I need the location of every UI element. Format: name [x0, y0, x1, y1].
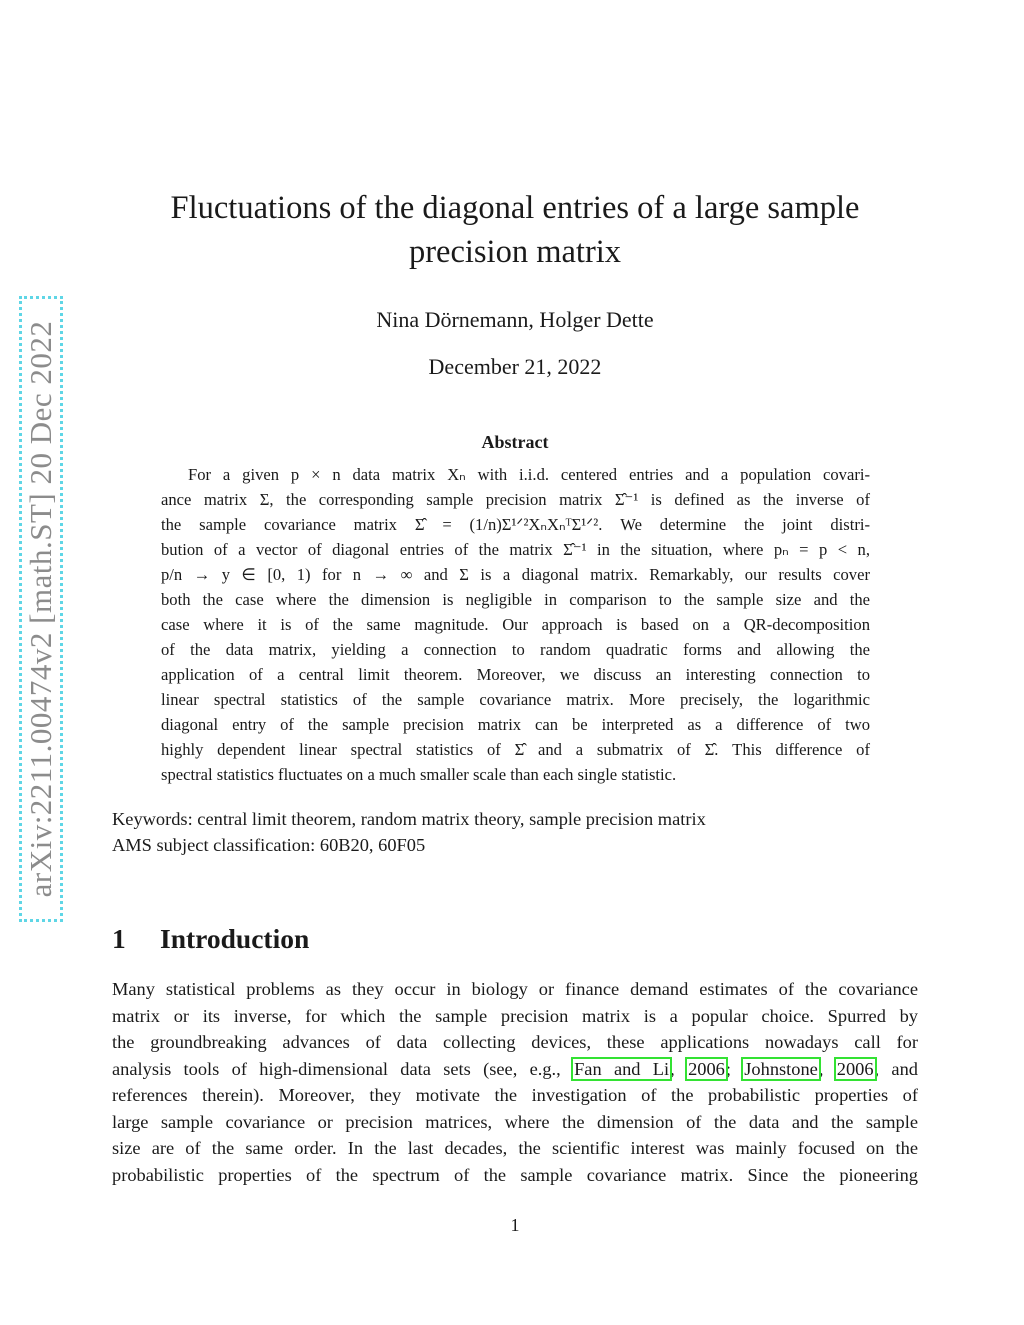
arxiv-identifier: arXiv:2211.00474v2 [math.ST] 20 Dec 2022 [23, 320, 58, 898]
abstract-line: linear spectral statistics of the sample covariance matrix. More precisely, the logarithmic [161, 690, 870, 709]
abstract-line: highly dependent linear spectral statistics of Σ̂ and a submatrix of Σ̂. This difference of [161, 740, 870, 759]
keywords-block [112, 806, 918, 858]
abstract-line: case where it is of the same magnitude. Our approach is based on a QR-decomposition [161, 615, 870, 634]
abstract-line: both the case where the dimension is negligible in comparison to the sample size and the [161, 590, 870, 609]
publication-date: December 21, 2022 [428, 354, 602, 379]
ams-classification: AMS subject classification: 60B20, 60F05 [112, 835, 426, 855]
intro-line: size are of the same order. In the last decades, the scientific interest was mainly focused on the [112, 1138, 918, 1158]
abstract-line: ance matrix Σ, the corresponding sample precision matrix Σ̂⁻¹ is defined as the inverse of [161, 490, 870, 509]
abstract-body [161, 462, 870, 787]
intro-line: large sample covariance or precision matrices, where the dimension of the data and the sample [112, 1111, 918, 1132]
citation-separator: ; [725, 1058, 744, 1079]
section-title: Introduction [160, 923, 310, 954]
abstract-line: spectral statistics fluctuates on a much smaller scale than each single statistic. [161, 765, 677, 784]
abstract-line: of the data matrix, yielding a connection to random quadratic forms and allowing the [161, 640, 870, 659]
intro-line: the groundbreaking advances of data collecting devices, these applications nowadays call for [112, 1032, 918, 1052]
title-line-2: precision matrix [408, 234, 622, 270]
keywords: Keywords: central limit theorem, random matrix theory, sample precision matrix [112, 809, 706, 829]
citation-separator: , [670, 1058, 688, 1079]
abstract-line: bution of a vector of diagonal entries of the matrix Σ̂⁻¹ in the situation, where pₙ = p < n, [161, 540, 870, 559]
abstract-line: diagonal entry of the sample precision matrix can be interpreted as a difference of two [161, 715, 870, 734]
section-number: 1 [112, 923, 126, 954]
citation-link-fan-li[interactable]: Fan and Li [574, 1058, 670, 1079]
citation-separator: , [818, 1058, 836, 1079]
abstract-line: p/n → y ∈ [0, 1) for n → ∞ and Σ is a diagonal matrix. Remarkably, our results cover [161, 565, 870, 584]
intro-text: , and [874, 1058, 918, 1079]
intro-line: probabilistic properties of the spectrum of the sample covariance matrix. Since the pioneering [112, 1164, 918, 1185]
introduction-body [112, 976, 918, 1188]
abstract-line: application of a central limit theorem. Moreover, we discuss an interesting connection to [161, 665, 870, 684]
intro-line: matrix or its inverse, for which the sample precision matrix is a popular choice. Spurred by [112, 1005, 918, 1026]
citation-link-year[interactable]: 2006 [836, 1058, 874, 1079]
abstract-line: For a given p × n data matrix Xₙ with i.i.d. centered entries and a population covari- [188, 465, 870, 484]
abstract-line: the sample covariance matrix Σ̂ = (1/n)Σ¹ᐟ²XₙXₙᵀΣ¹ᐟ². We determine the joint distri- [161, 515, 870, 534]
page-number: 1 [510, 1215, 520, 1235]
paper-title [112, 186, 918, 274]
intro-line: references therein). Moreover, they motivate the investigation of the probabilistic properties of [112, 1085, 918, 1105]
intro-text: analysis tools of high-dimensional data sets (see, e.g., [112, 1058, 574, 1079]
arxiv-stamp [19, 296, 63, 922]
intro-line: Many statistical problems as they occur in biology or finance demand estimates of the covariance [112, 979, 918, 999]
title-line-1: Fluctuations of the diagonal entries of a large sample [170, 190, 860, 226]
abstract-heading: Abstract [481, 432, 549, 452]
authors: Nina Dörnemann, Holger Dette [376, 307, 654, 332]
citation-link-johnstone[interactable]: Johnstone [744, 1058, 818, 1079]
intro-line-with-citations [112, 1056, 918, 1083]
citation-link-year[interactable]: 2006 [688, 1058, 725, 1079]
section-heading [112, 921, 309, 957]
